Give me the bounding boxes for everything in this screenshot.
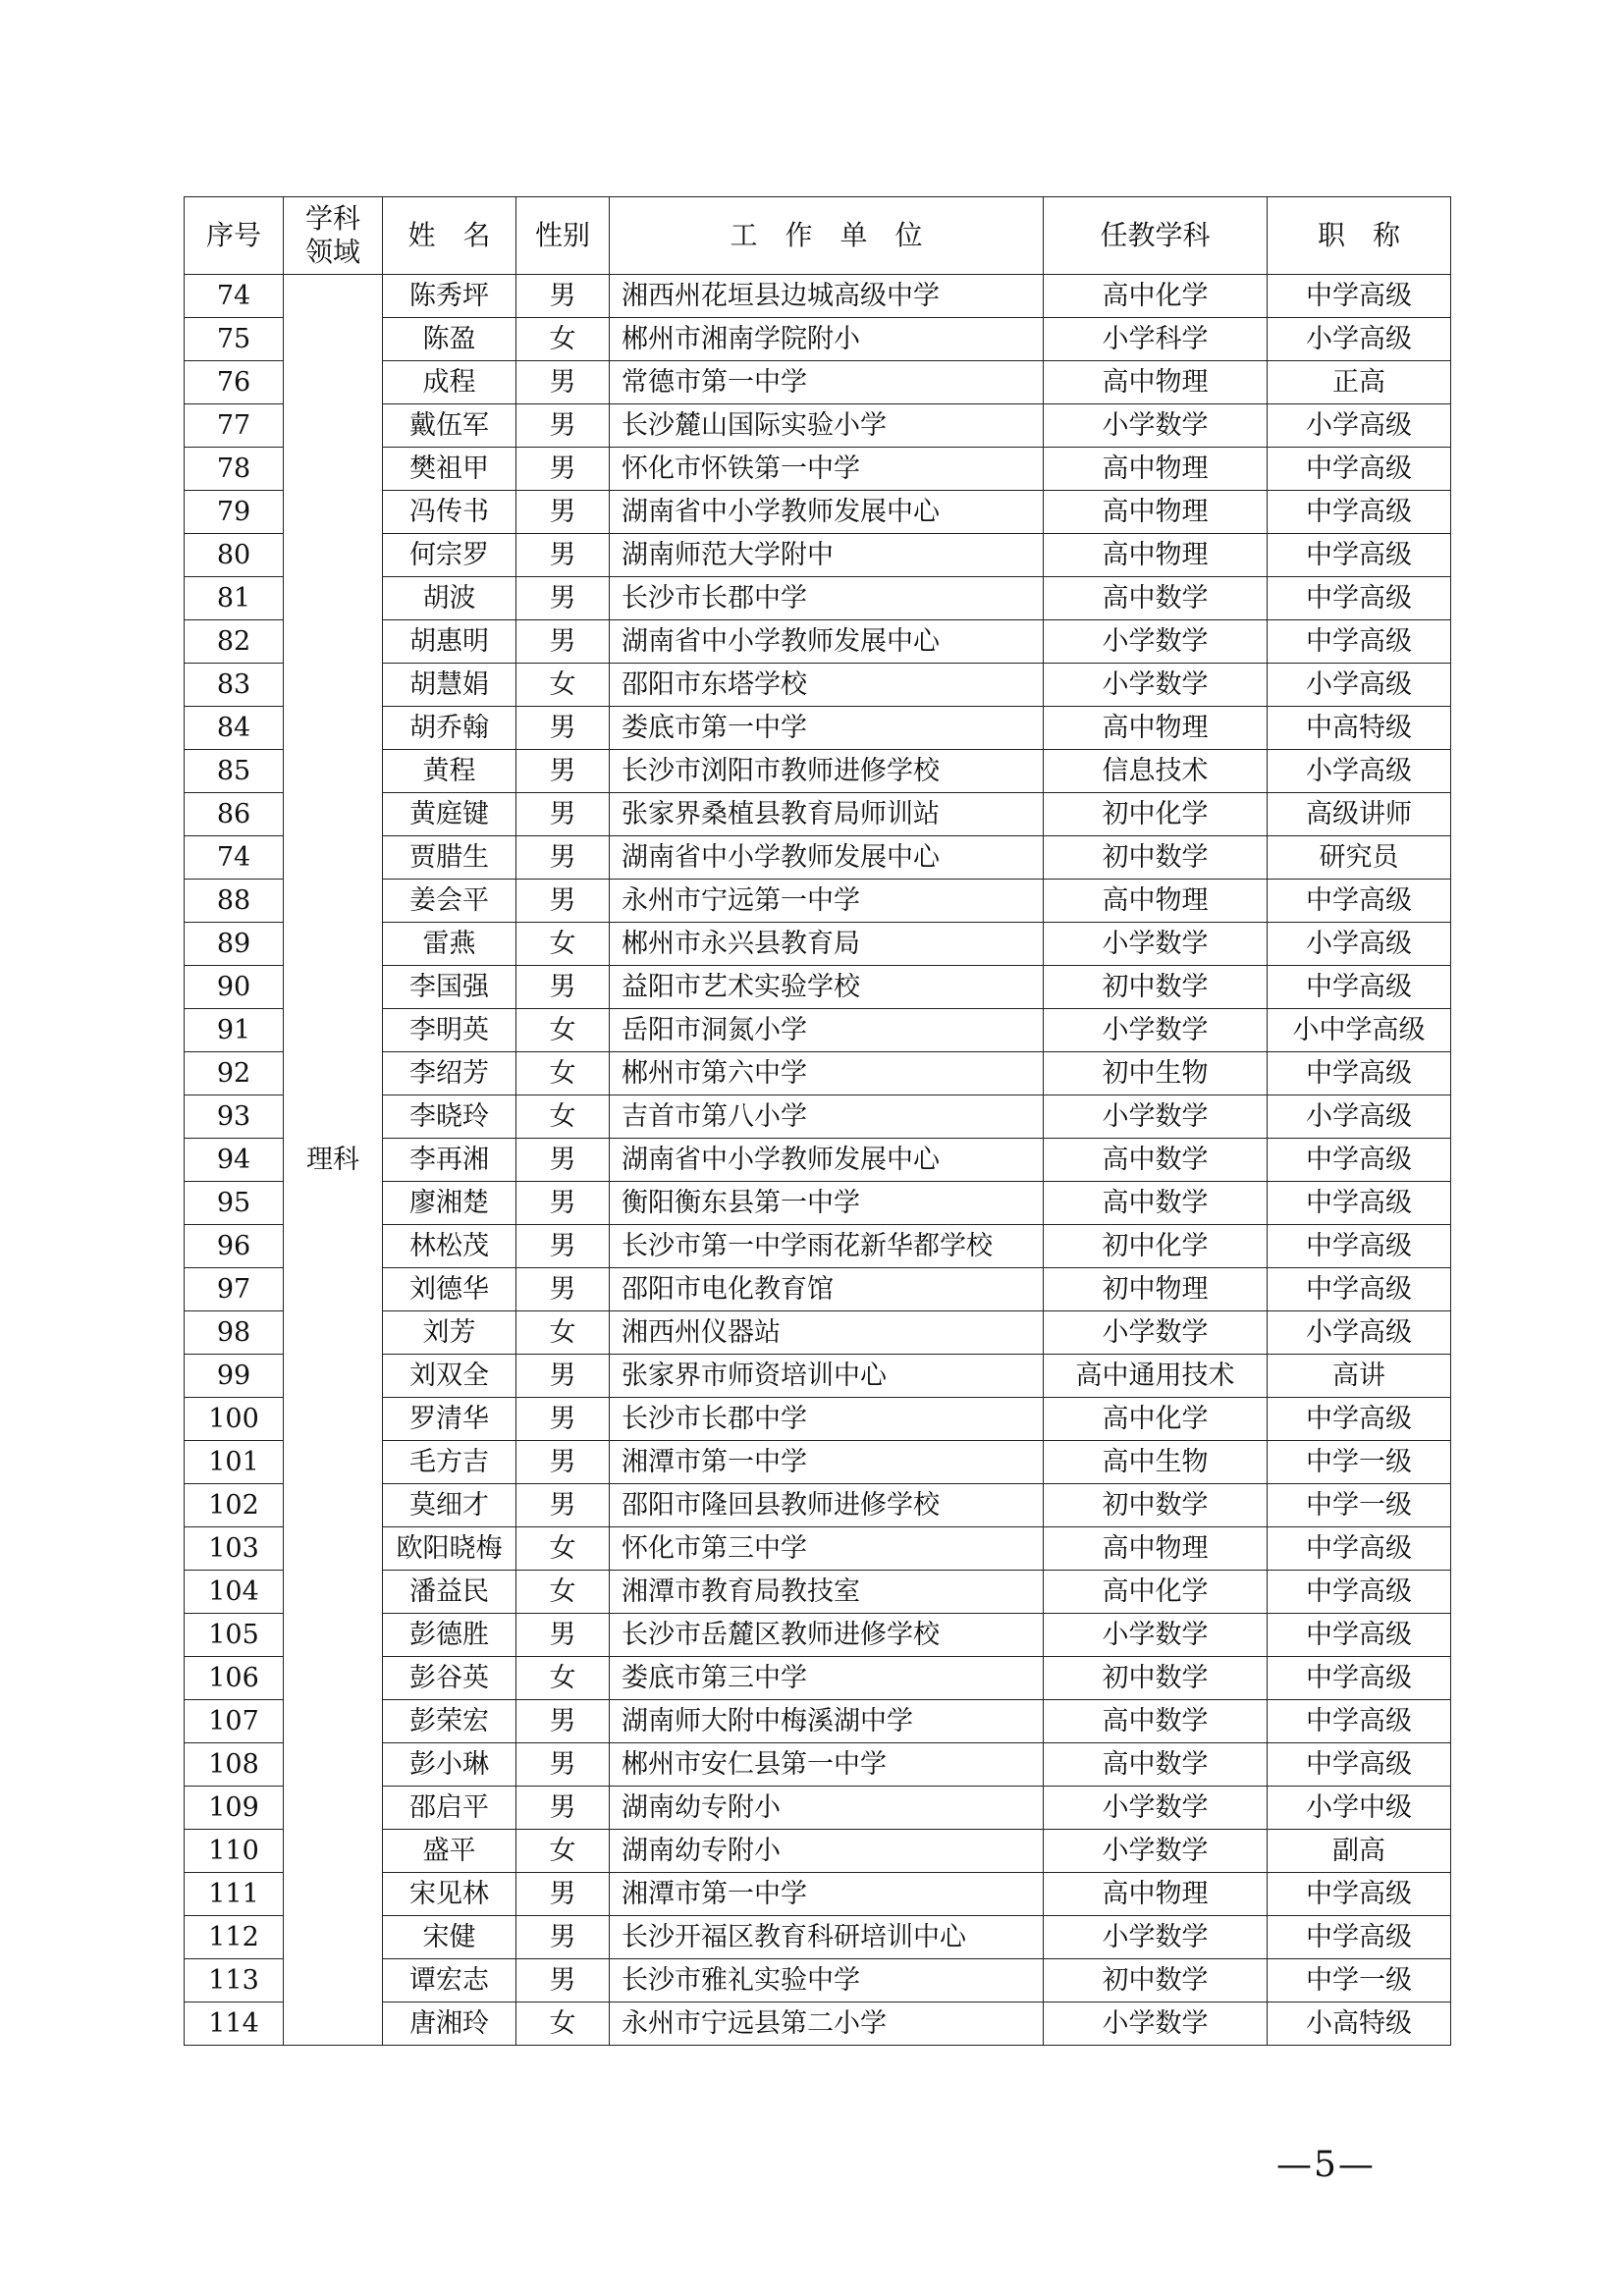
subject-cell: 小学数学 [1044, 1311, 1268, 1355]
unit-cell: 湖南幼专附小 [610, 1787, 1044, 1830]
name-cell: 李明英 [383, 1009, 516, 1052]
title-cell: 小学高级 [1268, 923, 1451, 966]
subject-cell: 小学数学 [1044, 664, 1268, 707]
header-gender: 性别 [516, 197, 610, 275]
gender-cell: 男 [516, 491, 610, 534]
unit-cell: 永州市宁远县第二小学 [610, 2002, 1044, 2046]
unit-cell: 益阳市艺术实验学校 [610, 966, 1044, 1009]
name-cell: 欧阳晓梅 [383, 1527, 516, 1571]
unit-cell: 郴州市永兴县教育局 [610, 923, 1044, 966]
unit-cell: 怀化市怀铁第一中学 [610, 448, 1044, 491]
name-cell: 胡乔翰 [383, 707, 516, 750]
seq-cell: 106 [185, 1657, 284, 1700]
subject-cell: 高中生物 [1044, 1441, 1268, 1484]
seq-cell: 114 [185, 2002, 284, 2046]
seq-cell: 74 [185, 836, 284, 880]
title-cell: 小学高级 [1268, 750, 1451, 793]
subject-cell: 信息技术 [1044, 750, 1268, 793]
subject-cell: 小学数学 [1044, 1095, 1268, 1139]
unit-cell: 娄底市第三中学 [610, 1657, 1044, 1700]
gender-cell: 女 [516, 923, 610, 966]
name-cell: 胡波 [383, 577, 516, 620]
seq-cell: 91 [185, 1009, 284, 1052]
gender-cell: 男 [516, 836, 610, 880]
name-cell: 邵启平 [383, 1787, 516, 1830]
name-cell: 李晓玲 [383, 1095, 516, 1139]
name-cell: 樊祖甲 [383, 448, 516, 491]
unit-cell: 邵阳市隆回县教师进修学校 [610, 1484, 1044, 1527]
title-cell: 中学高级 [1268, 1225, 1451, 1268]
unit-cell: 湘潭市第一中学 [610, 1873, 1044, 1916]
gender-cell: 男 [516, 1139, 610, 1182]
subject-cell: 小学数学 [1044, 923, 1268, 966]
subject-cell: 初中数学 [1044, 1657, 1268, 1700]
gender-cell: 男 [516, 534, 610, 577]
unit-cell: 吉首市第八小学 [610, 1095, 1044, 1139]
gender-cell: 男 [516, 1225, 610, 1268]
subject-cell: 高中数学 [1044, 1743, 1268, 1787]
subject-cell: 小学数学 [1044, 404, 1268, 448]
name-cell: 陈盈 [383, 318, 516, 361]
gender-cell: 女 [516, 1009, 610, 1052]
name-cell: 雷燕 [383, 923, 516, 966]
seq-cell: 75 [185, 318, 284, 361]
title-cell: 高级讲师 [1268, 793, 1451, 836]
header-seq: 序号 [185, 197, 284, 275]
gender-cell: 女 [516, 1311, 610, 1355]
gender-cell: 男 [516, 620, 610, 664]
subject-cell: 小学数学 [1044, 1830, 1268, 1873]
title-cell: 中学高级 [1268, 577, 1451, 620]
gender-cell: 男 [516, 577, 610, 620]
name-cell: 廖湘楚 [383, 1182, 516, 1225]
seq-cell: 92 [185, 1052, 284, 1095]
name-cell: 李再湘 [383, 1139, 516, 1182]
name-cell: 戴伍军 [383, 404, 516, 448]
seq-cell: 81 [185, 577, 284, 620]
title-cell: 小高特级 [1268, 2002, 1451, 2046]
seq-cell: 78 [185, 448, 284, 491]
seq-cell: 104 [185, 1571, 284, 1614]
subject-cell: 高中物理 [1044, 448, 1268, 491]
name-cell: 宋见林 [383, 1873, 516, 1916]
name-cell: 李国强 [383, 966, 516, 1009]
title-cell: 小学高级 [1268, 1311, 1451, 1355]
title-cell: 中学一级 [1268, 1441, 1451, 1484]
gender-cell: 男 [516, 1700, 610, 1743]
header-title: 职 称 [1268, 197, 1451, 275]
subject-cell: 初中数学 [1044, 1959, 1268, 2002]
title-cell: 中学高级 [1268, 1527, 1451, 1571]
name-cell: 胡慧娟 [383, 664, 516, 707]
unit-cell: 长沙市长郡中学 [610, 1398, 1044, 1441]
seq-cell: 102 [185, 1484, 284, 1527]
title-cell: 中学高级 [1268, 448, 1451, 491]
subject-cell: 初中数学 [1044, 836, 1268, 880]
unit-cell: 长沙市浏阳市教师进修学校 [610, 750, 1044, 793]
header-field-line1: 学科 [304, 202, 360, 235]
name-cell: 何宗罗 [383, 534, 516, 577]
seq-cell: 76 [185, 361, 284, 404]
gender-cell: 男 [516, 793, 610, 836]
subject-cell: 高中化学 [1044, 1571, 1268, 1614]
name-cell: 黄庭键 [383, 793, 516, 836]
subject-cell: 高中数学 [1044, 577, 1268, 620]
seq-cell: 111 [185, 1873, 284, 1916]
seq-cell: 107 [185, 1700, 284, 1743]
gender-cell: 女 [516, 1571, 610, 1614]
unit-cell: 湖南省中小学教师发展中心 [610, 1139, 1044, 1182]
title-cell: 小学高级 [1268, 664, 1451, 707]
field-cell: 理科 [284, 275, 383, 2046]
unit-cell: 长沙开福区教育科研培训中心 [610, 1916, 1044, 1959]
subject-cell: 小学数学 [1044, 1009, 1268, 1052]
unit-cell: 衡阳衡东县第一中学 [610, 1182, 1044, 1225]
title-cell: 小学高级 [1268, 1095, 1451, 1139]
seq-cell: 100 [185, 1398, 284, 1441]
seq-cell: 103 [185, 1527, 284, 1571]
header-field [284, 197, 383, 275]
seq-cell: 97 [185, 1268, 284, 1311]
subject-cell: 高中化学 [1044, 1398, 1268, 1441]
subject-cell: 初中数学 [1044, 966, 1268, 1009]
seq-cell: 84 [185, 707, 284, 750]
title-cell: 小学高级 [1268, 318, 1451, 361]
seq-cell: 74 [185, 275, 284, 318]
seq-cell: 89 [185, 923, 284, 966]
seq-cell: 98 [185, 1311, 284, 1355]
unit-cell: 长沙市第一中学雨花新华都学校 [610, 1225, 1044, 1268]
seq-cell: 112 [185, 1916, 284, 1959]
title-cell: 中学高级 [1268, 1268, 1451, 1311]
table-row [185, 275, 1451, 318]
seq-cell: 101 [185, 1441, 284, 1484]
subject-cell: 高中物理 [1044, 361, 1268, 404]
subject-cell: 小学数学 [1044, 1614, 1268, 1657]
title-cell: 中学高级 [1268, 966, 1451, 1009]
name-cell: 陈秀坪 [383, 275, 516, 318]
title-cell: 中学高级 [1268, 1916, 1451, 1959]
gender-cell: 男 [516, 707, 610, 750]
unit-cell: 湖南幼专附小 [610, 1830, 1044, 1873]
roster-body [185, 275, 1451, 2046]
name-cell: 刘芳 [383, 1311, 516, 1355]
name-cell: 彭谷英 [383, 1657, 516, 1700]
subject-cell: 高中物理 [1044, 1873, 1268, 1916]
name-cell: 姜会平 [383, 880, 516, 923]
gender-cell: 女 [516, 1052, 610, 1095]
subject-cell: 初中物理 [1044, 1268, 1268, 1311]
title-cell: 中学高级 [1268, 1052, 1451, 1095]
gender-cell: 女 [516, 318, 610, 361]
seq-cell: 108 [185, 1743, 284, 1787]
header-field-line2: 领域 [304, 236, 360, 268]
seq-cell: 82 [185, 620, 284, 664]
title-cell: 中学高级 [1268, 1873, 1451, 1916]
gender-cell: 女 [516, 1095, 610, 1139]
name-cell: 宋健 [383, 1916, 516, 1959]
seq-cell: 83 [185, 664, 284, 707]
name-cell: 谭宏志 [383, 1959, 516, 2002]
header-subject: 任教学科 [1044, 197, 1268, 275]
unit-cell: 常德市第一中学 [610, 361, 1044, 404]
unit-cell: 邵阳市东塔学校 [610, 664, 1044, 707]
gender-cell: 女 [516, 1657, 610, 1700]
title-cell: 副高 [1268, 1830, 1451, 1873]
gender-cell: 男 [516, 1916, 610, 1959]
name-cell: 唐湘玲 [383, 2002, 516, 2046]
name-cell: 李绍芳 [383, 1052, 516, 1095]
title-cell: 中高特级 [1268, 707, 1451, 750]
title-cell: 中学高级 [1268, 620, 1451, 664]
title-cell: 研究员 [1268, 836, 1451, 880]
subject-cell: 高中物理 [1044, 491, 1268, 534]
title-cell: 中学高级 [1268, 1139, 1451, 1182]
name-cell: 胡惠明 [383, 620, 516, 664]
subject-cell: 高中物理 [1044, 707, 1268, 750]
subject-cell: 高中数学 [1044, 1700, 1268, 1743]
seq-cell: 95 [185, 1182, 284, 1225]
name-cell: 刘双全 [383, 1355, 516, 1398]
title-cell: 中学高级 [1268, 1571, 1451, 1614]
gender-cell: 女 [516, 664, 610, 707]
name-cell: 贾腊生 [383, 836, 516, 880]
seq-cell: 80 [185, 534, 284, 577]
gender-cell: 男 [516, 1787, 610, 1830]
subject-cell: 高中物理 [1044, 1527, 1268, 1571]
gender-cell: 男 [516, 1959, 610, 2002]
subject-cell: 高中化学 [1044, 275, 1268, 318]
unit-cell: 湘西州花垣县边城高级中学 [610, 275, 1044, 318]
gender-cell: 男 [516, 361, 610, 404]
gender-cell: 男 [516, 1441, 610, 1484]
title-cell: 小学中级 [1268, 1787, 1451, 1830]
seq-cell: 79 [185, 491, 284, 534]
page-number: —5— [1276, 2145, 1376, 2185]
subject-cell: 小学数学 [1044, 1916, 1268, 1959]
title-cell: 小学高级 [1268, 404, 1451, 448]
title-cell: 中学高级 [1268, 880, 1451, 923]
title-cell: 中学高级 [1268, 1657, 1451, 1700]
unit-cell: 岳阳市洞氮小学 [610, 1009, 1044, 1052]
name-cell: 黄程 [383, 750, 516, 793]
seq-cell: 88 [185, 880, 284, 923]
subject-cell: 高中物理 [1044, 880, 1268, 923]
subject-cell: 高中数学 [1044, 1139, 1268, 1182]
seq-cell: 90 [185, 966, 284, 1009]
subject-cell: 初中生物 [1044, 1052, 1268, 1095]
unit-cell: 邵阳市电化教育馆 [610, 1268, 1044, 1311]
unit-cell: 长沙麓山国际实验小学 [610, 404, 1044, 448]
unit-cell: 张家界桑植县教育局师训站 [610, 793, 1044, 836]
subject-cell: 小学数学 [1044, 2002, 1268, 2046]
gender-cell: 女 [516, 1830, 610, 1873]
unit-cell: 娄底市第一中学 [610, 707, 1044, 750]
gender-cell: 男 [516, 1182, 610, 1225]
name-cell: 冯传书 [383, 491, 516, 534]
name-cell: 盛平 [383, 1830, 516, 1873]
subject-cell: 高中物理 [1044, 534, 1268, 577]
name-cell: 彭荣宏 [383, 1700, 516, 1743]
name-cell: 刘德华 [383, 1268, 516, 1311]
subject-cell: 高中数学 [1044, 1182, 1268, 1225]
title-cell: 中学高级 [1268, 1743, 1451, 1787]
gender-cell: 男 [516, 1873, 610, 1916]
name-cell: 罗清华 [383, 1398, 516, 1441]
name-cell: 彭德胜 [383, 1614, 516, 1657]
gender-cell: 男 [516, 1268, 610, 1311]
name-cell: 潘益民 [383, 1571, 516, 1614]
unit-cell: 长沙市长郡中学 [610, 577, 1044, 620]
subject-cell: 小学科学 [1044, 318, 1268, 361]
name-cell: 莫细才 [383, 1484, 516, 1527]
unit-cell: 湘潭市第一中学 [610, 1441, 1044, 1484]
gender-cell: 男 [516, 1484, 610, 1527]
unit-cell: 湖南师大附中梅溪湖中学 [610, 1700, 1044, 1743]
gender-cell: 男 [516, 1743, 610, 1787]
subject-cell: 初中数学 [1044, 1484, 1268, 1527]
unit-cell: 怀化市第三中学 [610, 1527, 1044, 1571]
unit-cell: 长沙市岳麓区教师进修学校 [610, 1614, 1044, 1657]
header-row [185, 197, 1451, 275]
title-cell: 中学一级 [1268, 1484, 1451, 1527]
subject-cell: 小学数学 [1044, 620, 1268, 664]
seq-cell: 85 [185, 750, 284, 793]
teacher-roster-table [184, 196, 1451, 2046]
gender-cell: 男 [516, 880, 610, 923]
title-cell: 中学高级 [1268, 1614, 1451, 1657]
gender-cell: 男 [516, 750, 610, 793]
title-cell: 中学高级 [1268, 275, 1451, 318]
unit-cell: 湖南省中小学教师发展中心 [610, 620, 1044, 664]
gender-cell: 男 [516, 966, 610, 1009]
seq-cell: 113 [185, 1959, 284, 2002]
gender-cell: 男 [516, 404, 610, 448]
name-cell: 成程 [383, 361, 516, 404]
gender-cell: 男 [516, 1355, 610, 1398]
title-cell: 高讲 [1268, 1355, 1451, 1398]
gender-cell: 男 [516, 1614, 610, 1657]
unit-cell: 湖南省中小学教师发展中心 [610, 836, 1044, 880]
seq-cell: 109 [185, 1787, 284, 1830]
unit-cell: 永州市宁远第一中学 [610, 880, 1044, 923]
gender-cell: 男 [516, 275, 610, 318]
gender-cell: 男 [516, 1398, 610, 1441]
seq-cell: 94 [185, 1139, 284, 1182]
title-cell: 中学一级 [1268, 1959, 1451, 2002]
seq-cell: 105 [185, 1614, 284, 1657]
unit-cell: 湖南师范大学附中 [610, 534, 1044, 577]
title-cell: 中学高级 [1268, 1182, 1451, 1225]
unit-cell: 湘西州仪器站 [610, 1311, 1044, 1355]
gender-cell: 女 [516, 2002, 610, 2046]
title-cell: 中学高级 [1268, 1700, 1451, 1743]
header-name: 姓 名 [383, 197, 516, 275]
unit-cell: 湖南省中小学教师发展中心 [610, 491, 1044, 534]
unit-cell: 长沙市雅礼实验中学 [610, 1959, 1044, 2002]
seq-cell: 99 [185, 1355, 284, 1398]
gender-cell: 女 [516, 1527, 610, 1571]
name-cell: 林松茂 [383, 1225, 516, 1268]
unit-cell: 郴州市第六中学 [610, 1052, 1044, 1095]
header-unit: 工 作 单 位 [610, 197, 1044, 275]
subject-cell: 初中化学 [1044, 793, 1268, 836]
seq-cell: 77 [185, 404, 284, 448]
gender-cell: 男 [516, 448, 610, 491]
unit-cell: 郴州市湘南学院附小 [610, 318, 1044, 361]
title-cell: 中学高级 [1268, 1398, 1451, 1441]
name-cell: 彭小琳 [383, 1743, 516, 1787]
unit-cell: 张家界市师资培训中心 [610, 1355, 1044, 1398]
seq-cell: 86 [185, 793, 284, 836]
subject-cell: 高中通用技术 [1044, 1355, 1268, 1398]
seq-cell: 96 [185, 1225, 284, 1268]
title-cell: 中学高级 [1268, 491, 1451, 534]
title-cell: 小中学高级 [1268, 1009, 1451, 1052]
subject-cell: 小学数学 [1044, 1787, 1268, 1830]
subject-cell: 初中化学 [1044, 1225, 1268, 1268]
title-cell: 中学高级 [1268, 534, 1451, 577]
unit-cell: 郴州市安仁县第一中学 [610, 1743, 1044, 1787]
seq-cell: 110 [185, 1830, 284, 1873]
unit-cell: 湘潭市教育局教技室 [610, 1571, 1044, 1614]
title-cell: 正高 [1268, 361, 1451, 404]
seq-cell: 93 [185, 1095, 284, 1139]
name-cell: 毛方吉 [383, 1441, 516, 1484]
